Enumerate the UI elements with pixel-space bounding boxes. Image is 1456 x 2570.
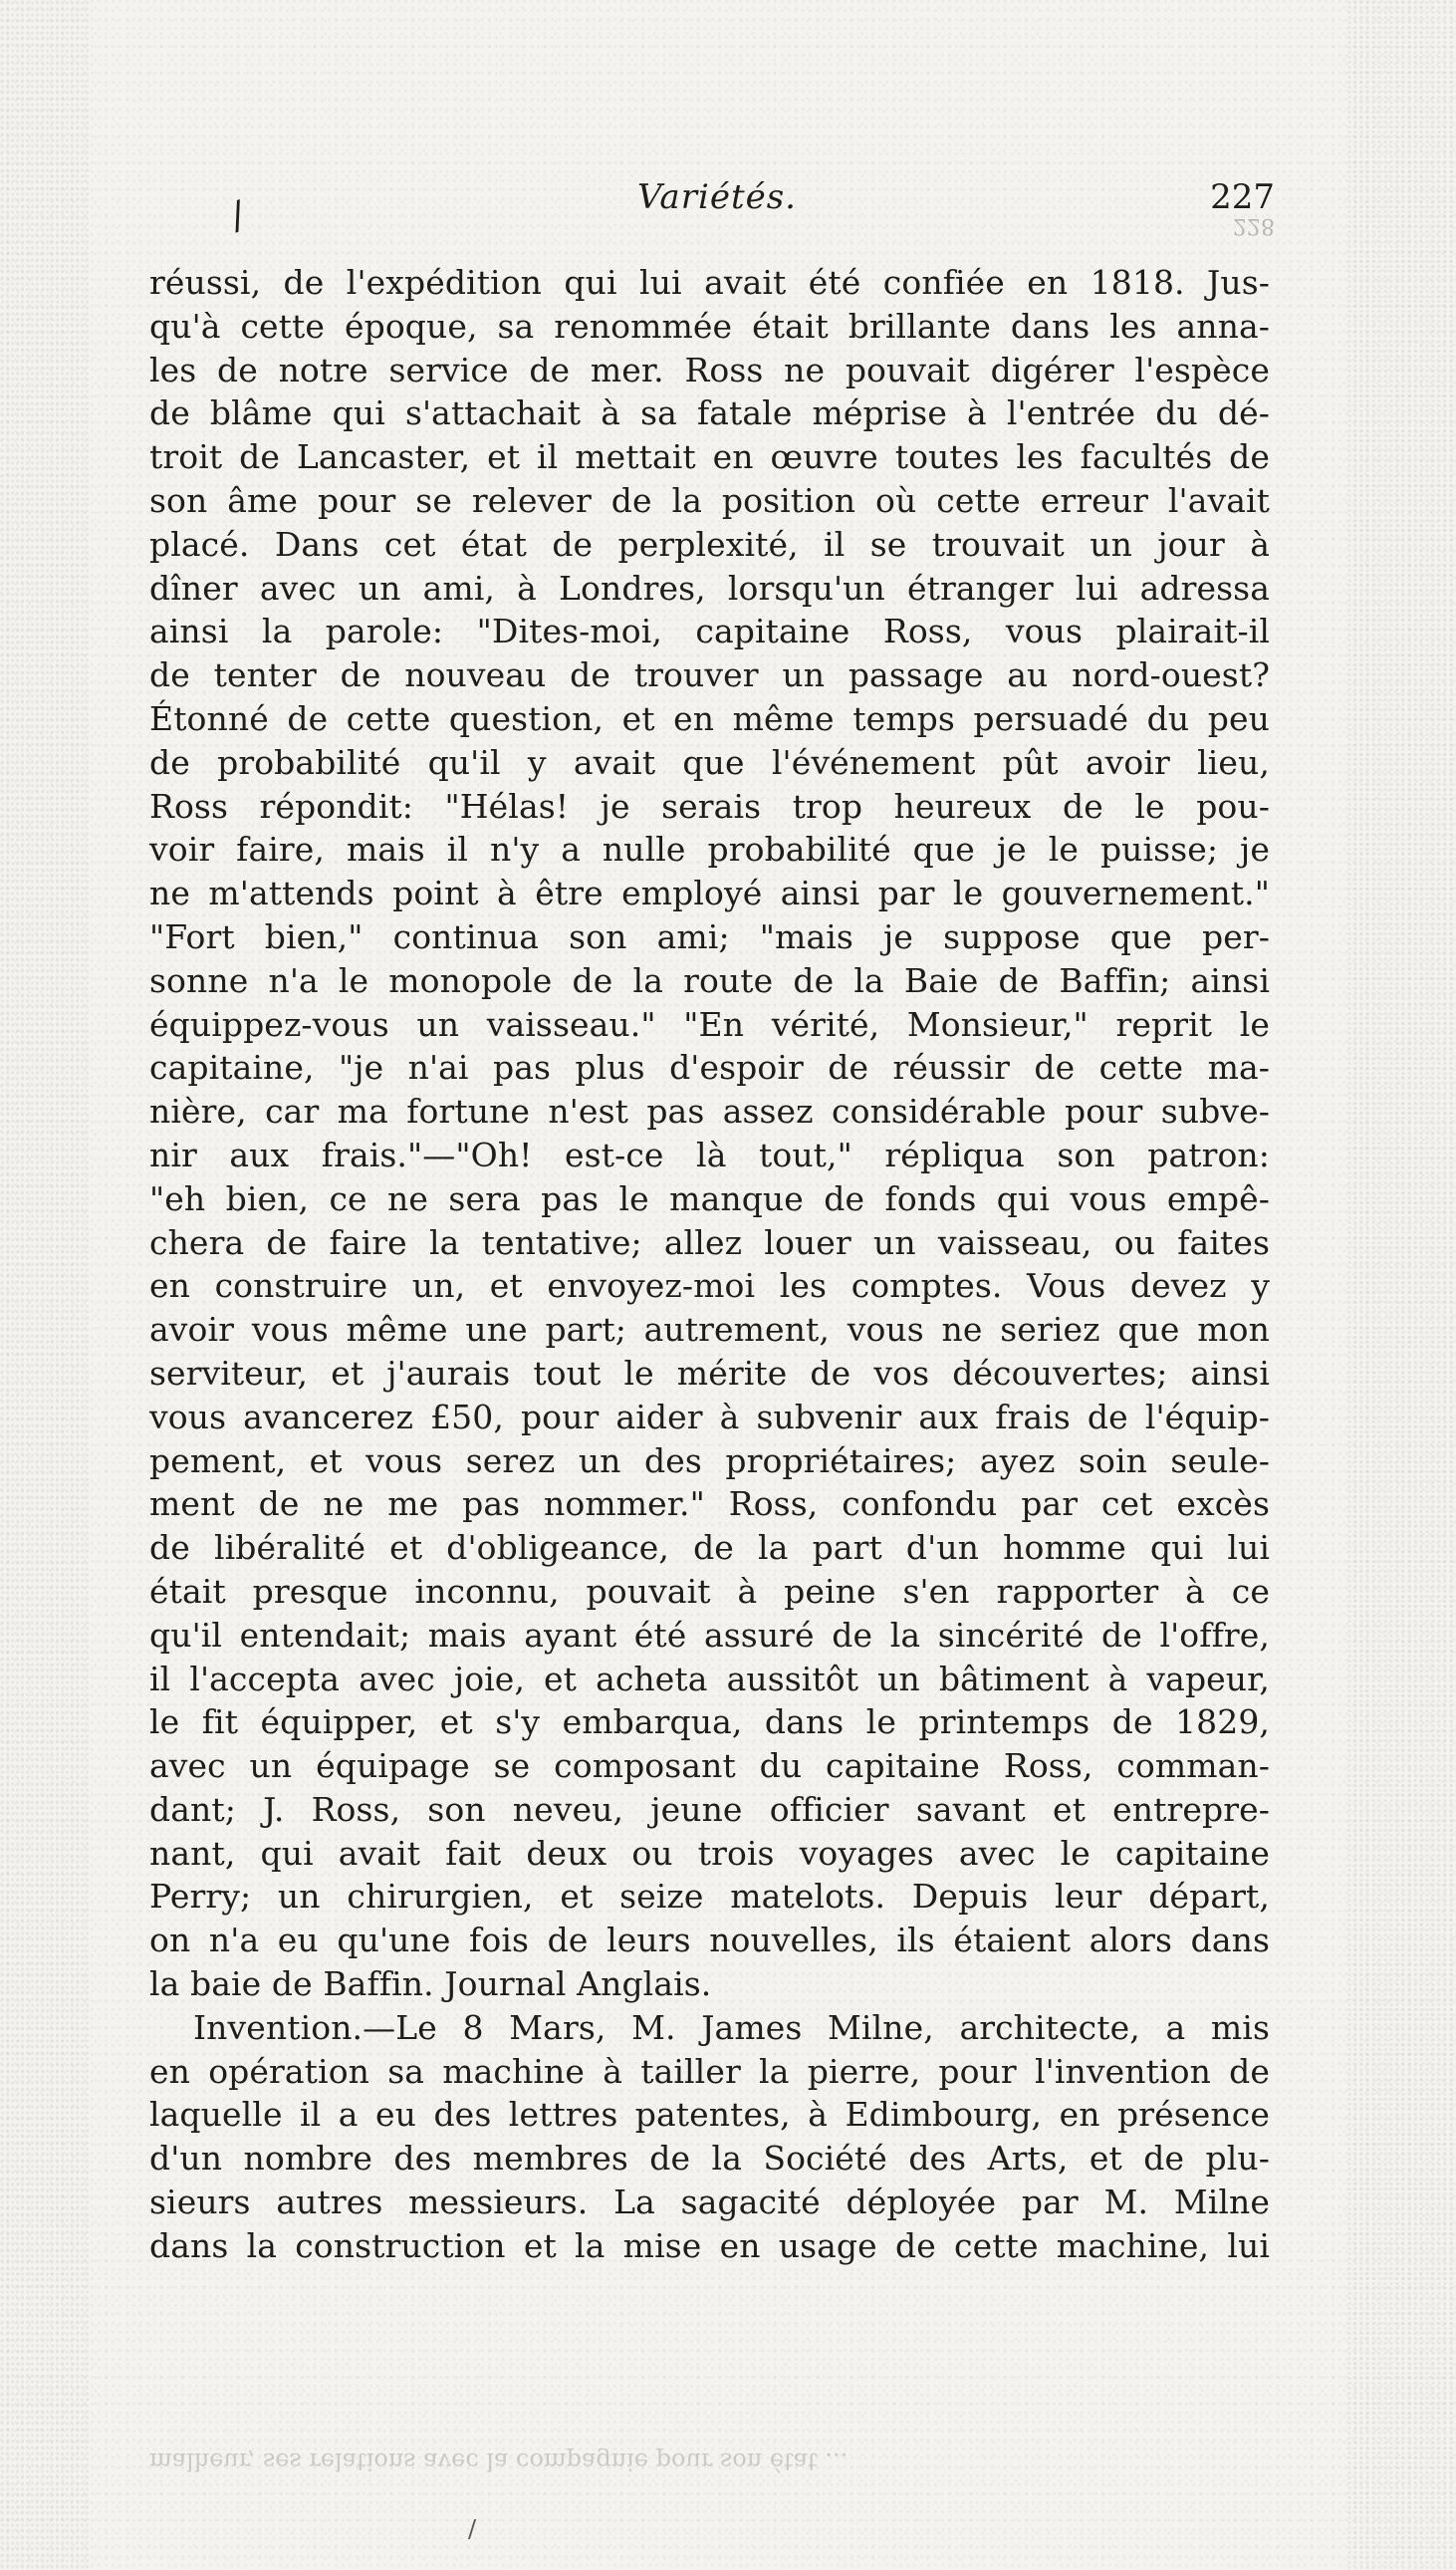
text-line: pement, et vous serez un des propriétaires; ayez soin seule-	[149, 1440, 1270, 1480]
text-line: "eh bien, ce ne sera pas le manque de fonds qui vous empê-	[149, 1178, 1270, 1218]
text-line: les de notre service de mer. Ross ne pouvait digérer l'espèce	[149, 350, 1270, 389]
text-line: chera de faire la tentative; allez louer un vaisseau, ou faites	[149, 1222, 1270, 1262]
text-line: de blâme qui s'attachait à sa fatale méprise à l'entrée du dé-	[149, 393, 1270, 433]
bleed-through-text: malheur, ses relations avec la compagnie pour son état ...	[149, 2447, 849, 2475]
text-line: qu'il entendait; mais ayant été assuré de la sincérité de l'offre,	[149, 1615, 1270, 1655]
text-line: de libéralité et d'obligeance, de la part d'un homme qui lui	[149, 1528, 1270, 1568]
text-line: ainsi la parole: "Dites-moi, capitaine Ross, vous plairait-il	[149, 612, 1270, 651]
text-line-paragraph-end: la baie de Baffin. Journal Anglais.	[149, 1964, 712, 2004]
bleed-through-page-number: 228	[1233, 213, 1275, 238]
text-line: le fit équipper, et s'y embarqua, dans le printemps de 1829,	[149, 1702, 1270, 1742]
margin-tick-mark: /	[225, 192, 250, 238]
text-line: était presque inconnu, pouvait à peine s'en rapporter à ce	[149, 1571, 1270, 1611]
text-line: laquelle il a eu des lettres patentes, à Edimbourg, en présence	[149, 2095, 1270, 2135]
text-line: équippez-vous un vaisseau." "En vérité, Monsieur," reprit le	[149, 1004, 1270, 1044]
text-line: serviteur, et j'aurais tout le mérite de vos découvertes; ainsi	[149, 1353, 1270, 1393]
text-line: dant; J. Ross, son neveu, jeune officier savant et entrepre-	[149, 1789, 1270, 1829]
text-line: nir aux frais."—"Oh! est-ce là tout," répliqua son patron:	[149, 1135, 1270, 1174]
page-number: 227	[1210, 177, 1275, 217]
text-line: de tenter de nouveau de trouver un passage au nord-ouest?	[149, 655, 1270, 695]
text-line: sieurs autres messieurs. La sagacité déployée par M. Milne	[149, 2183, 1270, 2222]
text-line: ment de ne me pas nommer." Ross, confondu par cet excès	[149, 1484, 1270, 1524]
page-edge-right	[1346, 0, 1456, 2570]
text-line: on n'a eu qu'une fois de leurs nouvelles, ils étaient alors dans	[149, 1921, 1270, 1960]
text-line: ne m'attends point à être employé ainsi par le gouvernement."	[149, 874, 1270, 913]
page-header	[149, 177, 1285, 237]
text-line: capitaine, "je n'ai pas plus d'espoir de réussir de cette ma-	[149, 1048, 1270, 1088]
text-line: Perry; un chirurgien, et seize matelots. Depuis leur départ,	[149, 1877, 1270, 1917]
text-line: qu'à cette époque, sa renommée était brillante dans les anna-	[149, 306, 1270, 346]
text-line-paragraph-start: Invention.—Le 8 Mars, M. James Milne, architecte, a mis	[193, 2007, 1270, 2047]
text-line: de probabilité qu'il y avait que l'événement pût avoir lieu,	[149, 742, 1270, 782]
text-line: "Fort bien," continua son ami; "mais je suppose que per-	[149, 916, 1270, 956]
running-head: Variétés.	[637, 177, 797, 217]
text-line: troit de Lancaster, et il mettait en œuvre toutes les facultés de	[149, 437, 1270, 477]
text-line: avoir vous même une part; autrement, vous ne seriez que mon	[149, 1310, 1270, 1350]
text-line: il l'accepta avec joie, et acheta aussitôt un bâtiment à vapeur,	[149, 1659, 1270, 1698]
text-line: avec un équipage se composant du capitaine Ross, comman-	[149, 1746, 1270, 1786]
page-edge-left	[0, 0, 90, 2570]
text-line: nant, qui avait fait deux ou trois voyages avec le capitaine	[149, 1833, 1270, 1873]
text-line: d'un nombre des membres de la Société des Arts, et de plu-	[149, 2139, 1270, 2179]
text-line: son âme pour se relever de la position où cette erreur l'avait	[149, 480, 1270, 520]
text-line: dans la construction et la mise en usage de cette machine, lui	[149, 2225, 1270, 2265]
text-line: Étonné de cette question, et en même temps persuadé du peu	[149, 698, 1270, 738]
text-line: vous avancerez £50, pour aider à subvenir aux frais de l'équip-	[149, 1397, 1270, 1436]
text-line: placé. Dans cet état de perplexité, il se trouvait un jour à	[149, 524, 1270, 564]
bottom-margin-mark: /	[468, 2515, 477, 2543]
body-text	[149, 261, 1270, 2268]
text-line: en construire un, et envoyez-moi les comptes. Vous devez y	[149, 1266, 1270, 1306]
text-line: réussi, de l'expédition qui lui avait été confiée en 1818. Jus-	[149, 263, 1270, 302]
text-line: voir faire, mais il n'y a nulle probabilité que je le puisse; je	[149, 830, 1270, 870]
text-line: sonne n'a le monopole de la route de la Baie de Baffin; ainsi	[149, 960, 1270, 1000]
text-line: en opération sa machine à tailler la pierre, pour l'invention de	[149, 2051, 1270, 2091]
text-line: Ross répondit: "Hélas! je serais trop heureux de le pou-	[149, 786, 1270, 826]
text-line: dîner avec un ami, à Londres, lorsqu'un étranger lui adressa	[149, 568, 1270, 608]
text-line: nière, car ma fortune n'est pas assez considérable pour subve-	[149, 1092, 1270, 1132]
